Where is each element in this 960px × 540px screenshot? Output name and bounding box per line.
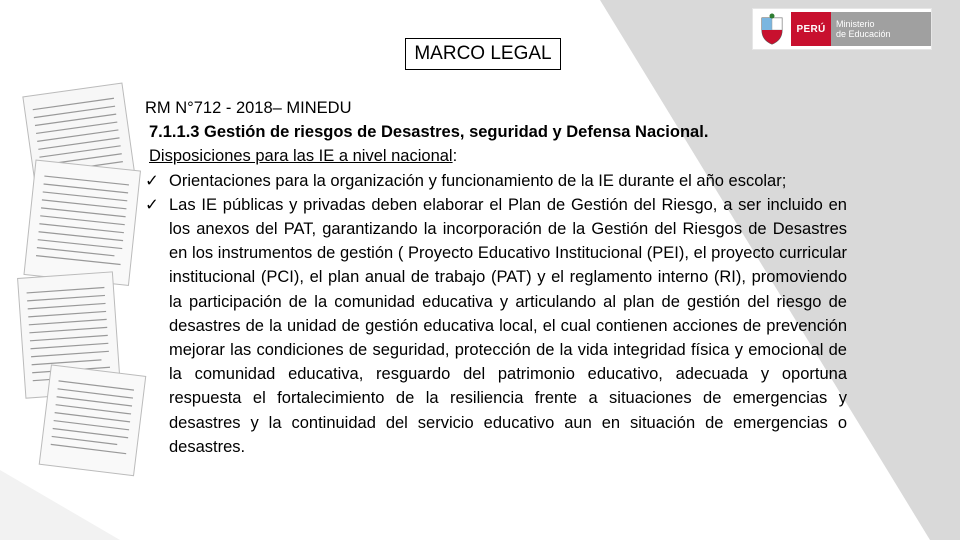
peru-coat-of-arms-icon <box>757 12 787 46</box>
list-item <box>145 169 847 193</box>
legal-content <box>145 96 847 459</box>
logo-ministry: Ministerio de Educación <box>831 12 931 46</box>
dispositions-line <box>145 144 847 168</box>
dispositions-label: Disposiciones para las IE a nivel nacional <box>149 147 453 166</box>
document-pages-illustration <box>0 70 150 490</box>
bullet-text: Orientaciones para la organización y funcionamiento de la IE durante el año escolar; <box>169 171 787 190</box>
dispositions-colon: : <box>452 147 458 166</box>
list-item <box>145 193 847 459</box>
bullet-text: Las IE públicas y privadas deben elaborar el Plan de Gestión del Riesgo, a ser incluido en los anexos del PAT, garantizando la incorporación de la Gestión del Riesgos de Desastres en los instrumentos de gestión ( Proyecto Educativo Institucional (PEI), el proyecto curricular institucional (PCI), el plan anual de trabajo (PAT) y el reglamento interno (RI), promoviendo la participación de la comunidad educativa y articulando al plan de gestión del riesgo de desastres de la unidad de gestión educativa local, el cual contienen acciones de prevención mejorar las condiciones de seguridad, protección de la vida integridad física y emocional de la comunidad educativa, resguardo del patrimonio educativo, adecuada y oportuna respuesta el fortalecimiento de la resiliencia frente a situaciones de emergencias y desastres y la continuidad del servicio educativo aun en situación de emergencias o desastres. <box>169 195 847 456</box>
page-title: MARCO LEGAL <box>405 38 561 70</box>
logo-country: PERÚ <box>791 12 831 46</box>
checkmark-icon: ✓ <box>145 171 159 190</box>
checkmark-icon: ✓ <box>145 195 159 214</box>
section-heading: 7.1.1.3 Gestión de riesgos de Desastres, seguridad y Defensa Nacional. <box>149 123 709 142</box>
minedu-logo <box>752 8 932 50</box>
resolution-number: RM N°712 - 2018– MINEDU <box>145 99 352 117</box>
